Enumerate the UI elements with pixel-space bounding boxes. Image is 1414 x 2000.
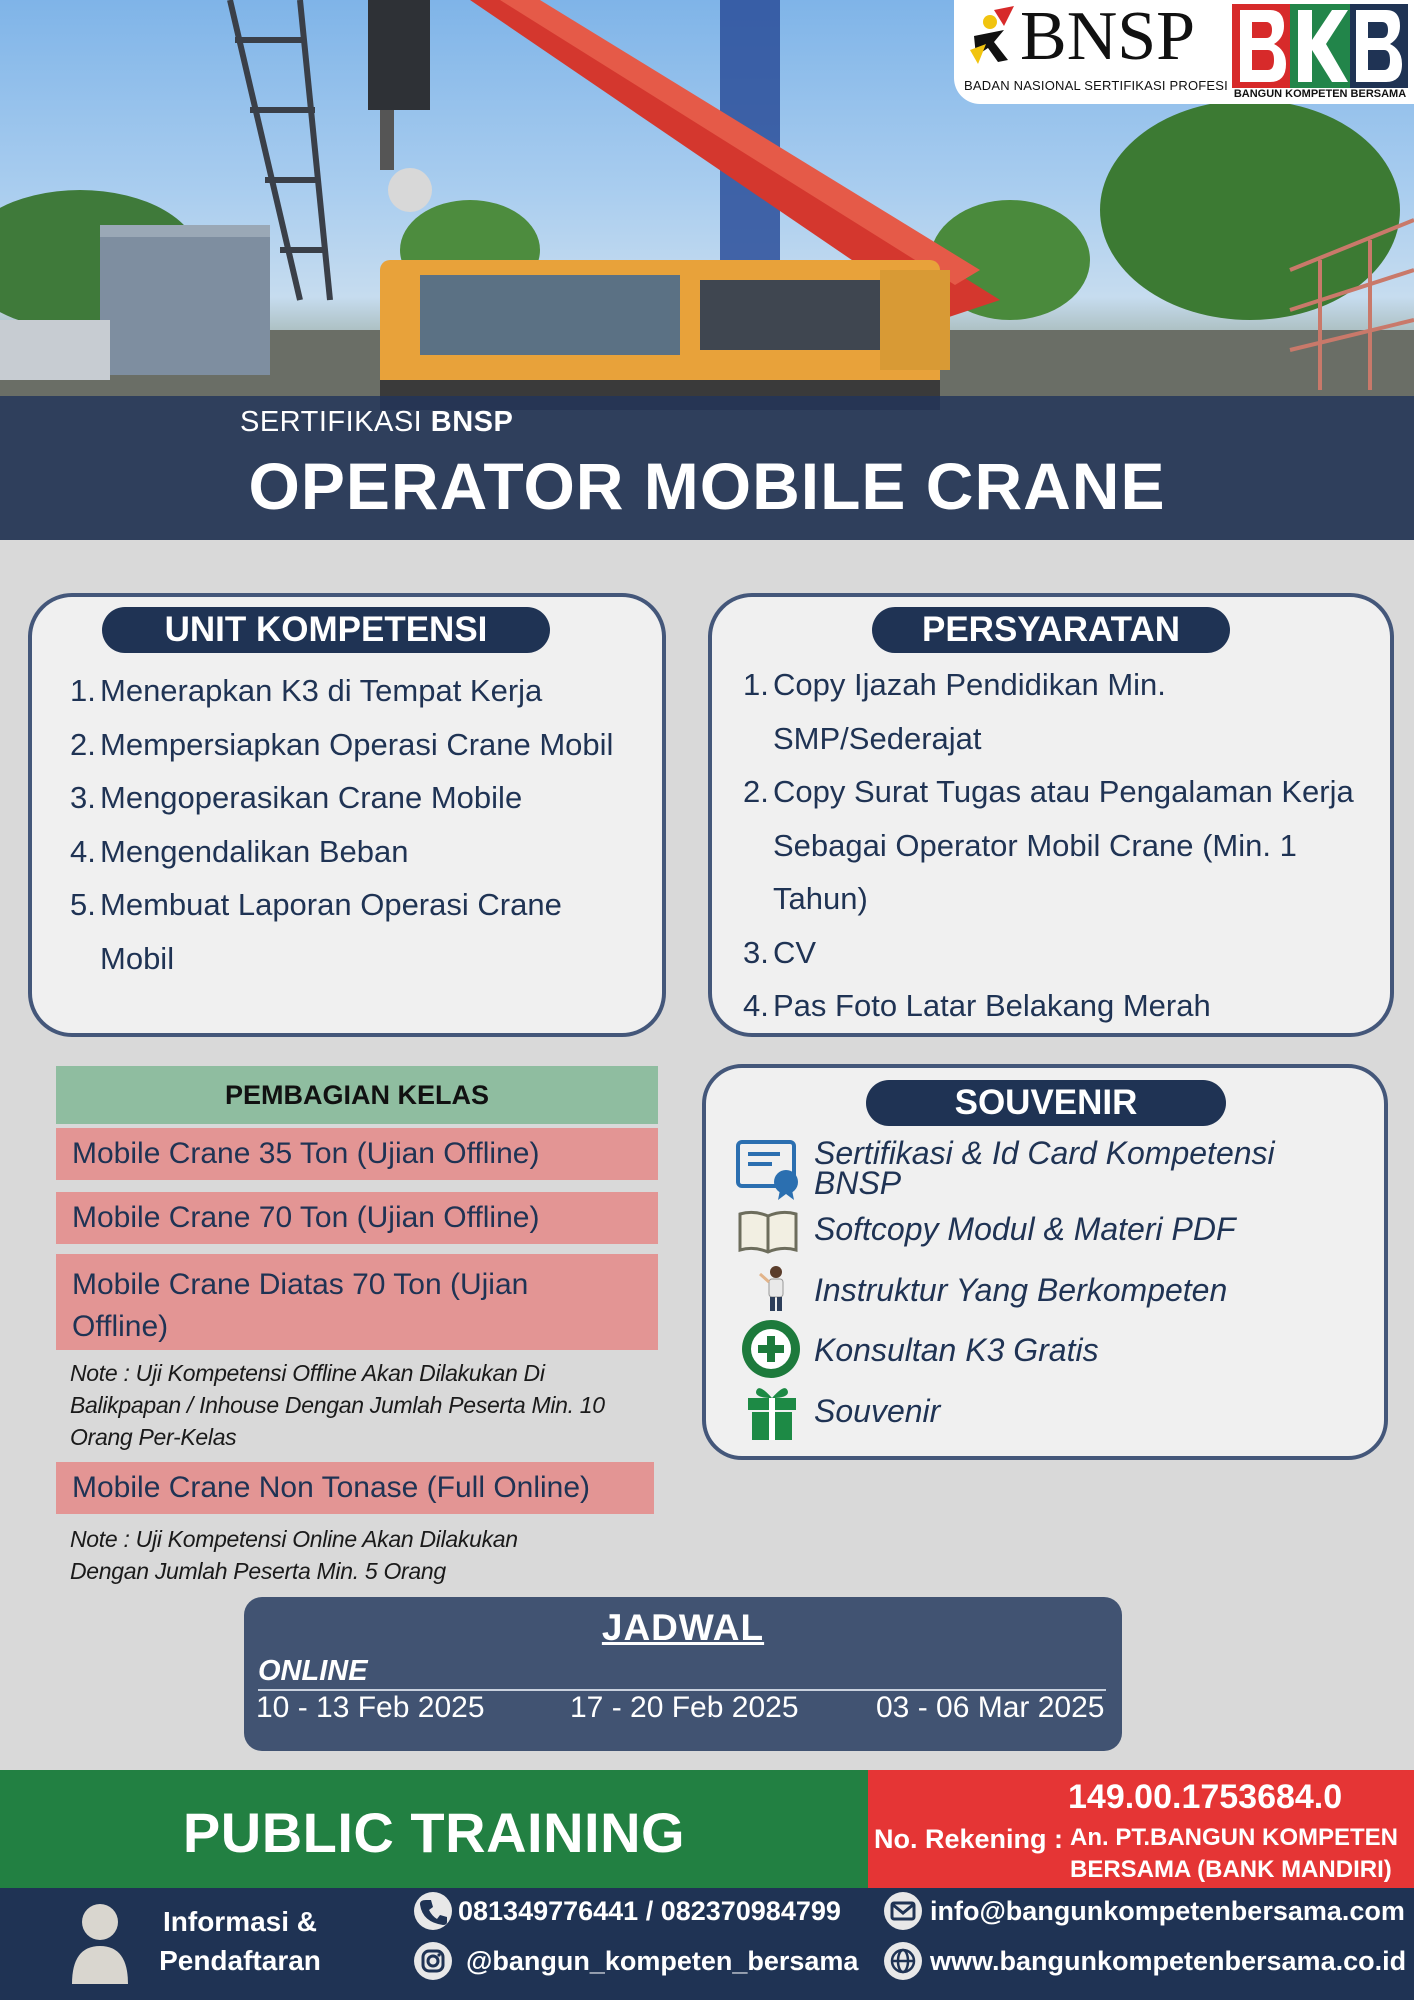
kelas-row-70-ton: Mobile Crane 70 Ton (Ujian Offline): [56, 1192, 658, 1244]
safety-first-icon: [740, 1318, 802, 1380]
unit-kompetensi-list: [70, 664, 660, 985]
list-item: Sebagai Operator Mobil Crane (Min. 1: [773, 827, 1297, 863]
phone-icon: [414, 1892, 452, 1930]
kelas-row-non-tonase: Mobile Crane Non Tonase (Full Online): [56, 1462, 654, 1514]
bnsp-logo-icon: [964, 6, 1018, 66]
list-item: 5. Membuat Laporan Operasi Crane: [70, 887, 562, 922]
person-icon: [68, 1902, 132, 1984]
jadwal-mode: ONLINE: [258, 1655, 368, 1687]
instructor-icon: [756, 1264, 796, 1312]
unit-kompetensi-title: UNIT KOMPETENSI: [102, 607, 550, 653]
phone-number[interactable]: 081349776441 / 082370984799: [458, 1896, 841, 1926]
list-item: 1. Copy Ijazah Pendidikan Min.: [743, 667, 1166, 702]
list-item: 3. Mengoperasikan Crane Mobile: [70, 780, 523, 815]
list-item: Mobil: [100, 940, 175, 976]
logo-bar: [954, 0, 1414, 104]
globe-icon: [884, 1942, 922, 1980]
souvenir-item-sertifikasi: Sertifikasi & Id Card Kompetensi BNSP: [814, 1135, 1275, 1201]
kelas-row-diatas-70-ton: Mobile Crane Diatas 70 Ton (Ujian Offline): [56, 1254, 658, 1350]
souvenir-item-modul: Softcopy Modul & Materi PDF: [814, 1211, 1236, 1247]
kelas-note-offline: Note : Uji Kompetensi Offline Akan Dilakukan Di Balikpapan / Inhouse Dengan Jumlah Peserta Min. 10 Orang Per-Kelas: [70, 1360, 605, 1450]
kelas-note-online: Note : Uji Kompetensi Online Akan Dilakukan Dengan Jumlah Peserta Min. 5 Orang: [70, 1526, 518, 1584]
list-item: 2. Copy Surat Tugas atau Pengalaman Kerja: [743, 774, 1354, 809]
jadwal-date-1: 10 - 13 Feb 2025: [256, 1691, 485, 1724]
souvenir-item-souvenir: Souvenir: [814, 1393, 941, 1429]
instagram-icon: [414, 1942, 452, 1980]
email-address[interactable]: info@bangunkompetenbersama.com: [930, 1896, 1405, 1926]
rekening-name: An. PT.BANGUN KOMPETEN BERSAMA (BANK MANDIRI): [1070, 1824, 1399, 1883]
rekening-box: [868, 1770, 1414, 1888]
hero-subtitle: SERTIFIKASI BNSP: [240, 406, 514, 438]
info-label: Informasi & Pendaftaran: [159, 1906, 321, 1976]
jadwal-date-2: 17 - 20 Feb 2025: [570, 1691, 799, 1724]
souvenir-title: SOUVENIR: [866, 1080, 1226, 1126]
certificate-icon: [736, 1138, 804, 1200]
jadwal-title: JADWAL: [601, 1607, 765, 1648]
rekening-label: No. Rekening :: [874, 1824, 1064, 1854]
bkb-logo: [1232, 4, 1408, 88]
list-item: SMP/Sederajat: [773, 720, 982, 756]
jadwal-date-3: 03 - 06 Mar 2025: [876, 1691, 1105, 1724]
email-icon: [884, 1892, 922, 1930]
public-training-banner: PUBLIC TRAINING: [0, 1770, 868, 1888]
souvenir-item-instruktur: Instruktur Yang Berkompeten: [814, 1272, 1228, 1308]
hero-banner: [0, 0, 1414, 540]
persyaratan-list: [743, 658, 1383, 1033]
rekening-number: 149.00.1753684.0: [1068, 1778, 1343, 1816]
list-item: 2. Mempersiapkan Operasi Crane Mobil: [70, 726, 614, 762]
list-item: 4. Pas Foto Latar Belakang Merah: [743, 988, 1211, 1023]
page-title: OPERATOR MOBILE CRANE: [248, 449, 1166, 523]
persyaratan-title: PERSYARATAN: [872, 607, 1230, 653]
instagram-handle[interactable]: @bangun_kompeten_bersama: [466, 1946, 859, 1976]
bnsp-logo-text: BNSP: [1020, 0, 1196, 75]
bnsp-logo-subtitle: BADAN NASIONAL SERTIFIKASI PROFESI: [964, 78, 1228, 93]
list-item: 1. Menerapkan K3 di Tempat Kerja: [70, 673, 543, 708]
list-item: 4. Mengendalikan Beban: [70, 833, 409, 869]
jadwal-box: [244, 1597, 1122, 1751]
open-book-icon: [736, 1210, 800, 1254]
list-item: 3. CV: [743, 934, 817, 970]
contact-bar: [0, 1888, 1414, 2000]
souvenir-item-konsultan: Konsultan K3 Gratis: [814, 1332, 1099, 1368]
kelas-title: PEMBAGIAN KELAS: [56, 1066, 658, 1124]
website-url[interactable]: www.bangunkompetenbersama.co.id: [930, 1946, 1407, 1976]
list-item: Tahun): [773, 881, 868, 916]
kelas-row-35-ton: Mobile Crane 35 Ton (Ujian Offline): [56, 1128, 658, 1180]
bkb-logo-subtitle: BANGUN KOMPETEN BERSAMA: [1233, 88, 1407, 100]
gift-icon: [744, 1382, 800, 1442]
